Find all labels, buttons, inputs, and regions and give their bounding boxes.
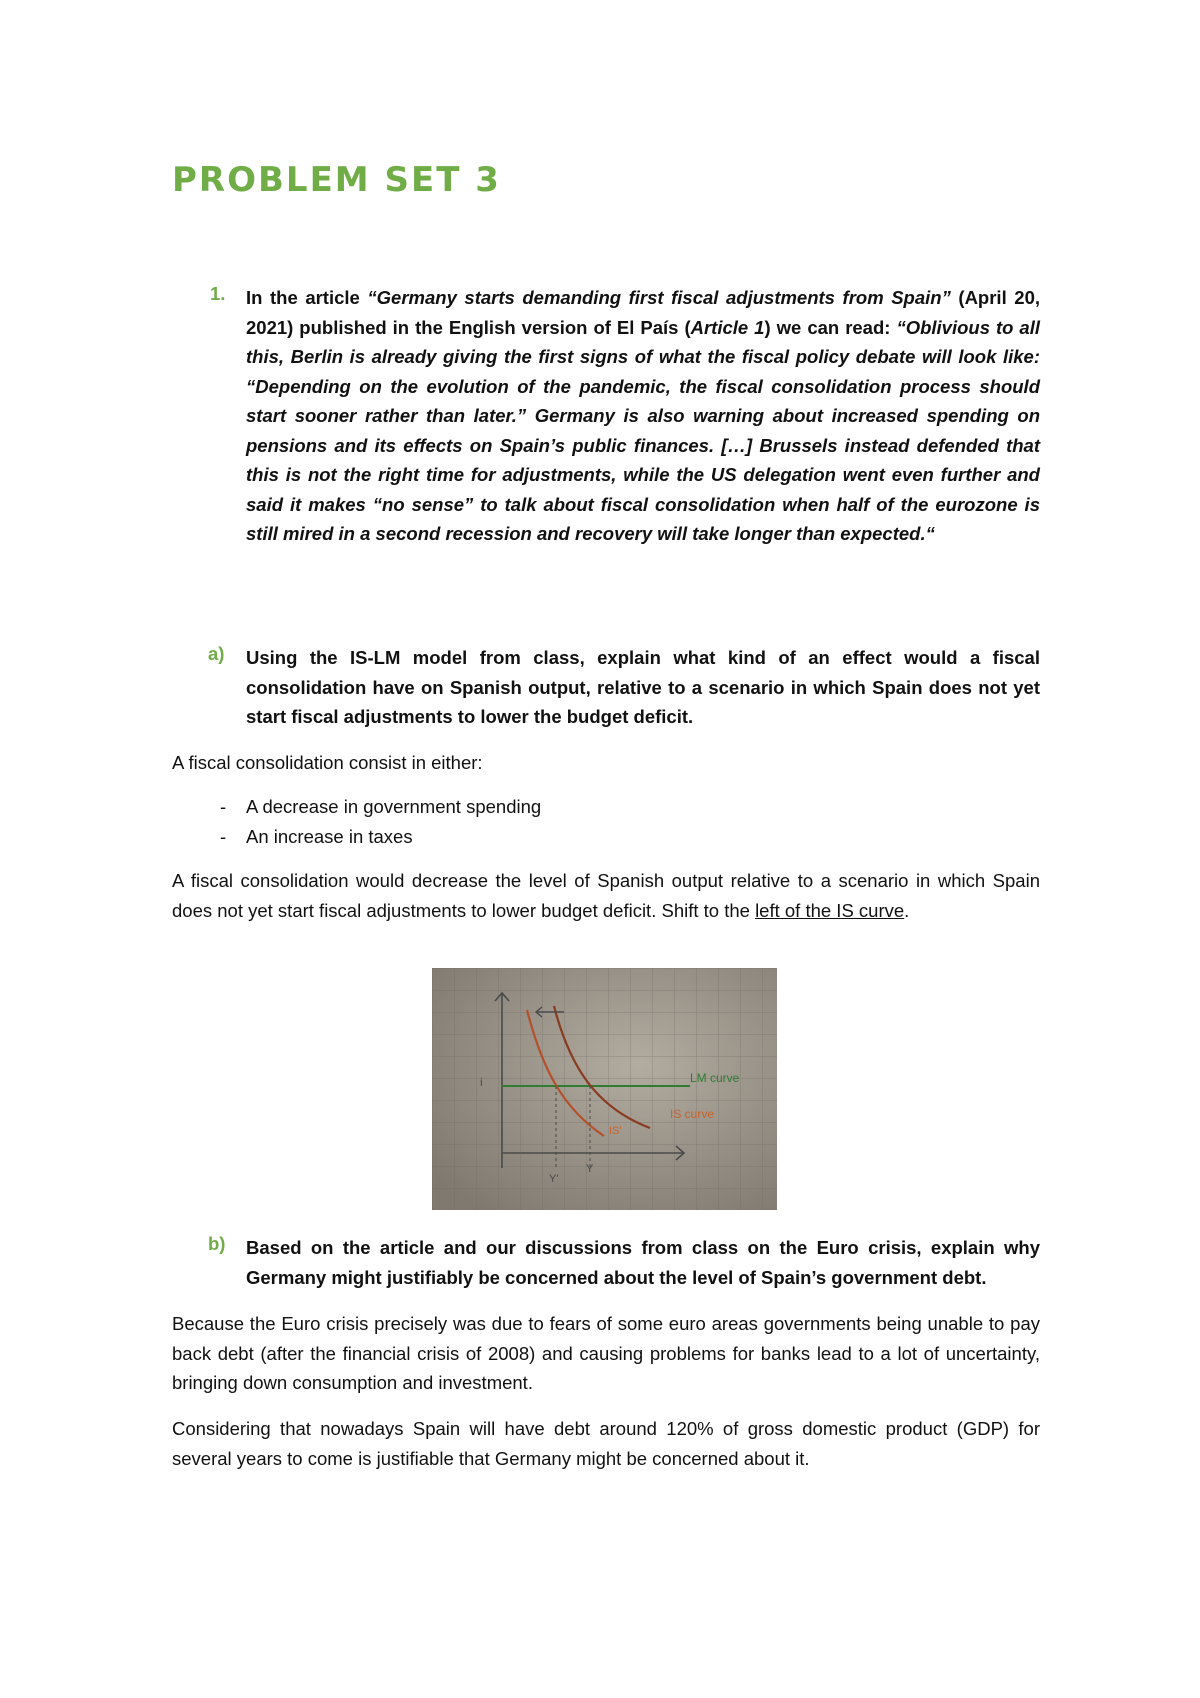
part-b-label: b) bbox=[208, 1233, 226, 1254]
part-a-question bbox=[208, 643, 1040, 732]
y-prime-label: Y' bbox=[549, 1173, 559, 1185]
part-b-answer-2: Considering that nowadays Spain will have debt around 120% of gross domestic product (GDP) for several years to come is justifiable that Germany might be concerned about it. bbox=[172, 1418, 1040, 1469]
graph-paper-grid bbox=[432, 968, 777, 1210]
is-lm-diagram-photo bbox=[432, 968, 777, 1210]
article-quote: “Oblivious to all this, Berlin is already giving the first signs of what the fiscal policy debate will look like: “Depending on the evolution of the pandemic, the fiscal consolidation process should start sooner rather than later.” Germany is also warning about increased spending on pensions and its effects on Spain’s public finances. […] Brussels instead defended that this is not the right time for adjustments, while the US delegation went even further and said it makes “no sense” to talk about fiscal consolidation when half of the eurozone is still mired in a second recession and recovery will take longer than expected.“ bbox=[246, 316, 1040, 544]
page-title: PROBLEM SET 3 bbox=[172, 160, 501, 200]
article-ref: Article 1 bbox=[690, 316, 765, 338]
question-1 bbox=[210, 283, 1040, 549]
is-lm-diagram bbox=[432, 968, 777, 1210]
part-b-answer-1: Because the Euro crisis precisely was due to fears of some euro areas governments being unable to pay back debt (after the financial crisis of 2008) and causing problems for banks lead to a lot of uncertainty, bringing down consumption and investment. bbox=[172, 1313, 1040, 1393]
part-a-answer: A fiscal consolidation would decrease the level of Spanish output relative to a scenario in which Spain does not yet start fiscal adjustments to lower budget deficit. Shift to the left of the IS curve. bbox=[172, 870, 1040, 921]
question-number: 1. bbox=[210, 283, 226, 304]
article-title: “Germany starts demanding first fiscal adjustments from Spain” bbox=[367, 287, 951, 308]
part-b-question bbox=[208, 1233, 1040, 1292]
is-curve-label: IS curve bbox=[670, 1107, 715, 1121]
is-prime-label: IS' bbox=[609, 1125, 622, 1137]
question-1-text: In the article “Germany starts demanding first fiscal adjustments from Spain” (April 20, 2021) published in the English version of El País (Article 1) we can read: “Oblivious to all this, Berlin is already giving the first signs of what the fiscal policy debate will look like: “Depending on the evolution of the pandemic, the fiscal consolidation process should start sooner rather than later.” Germany is also warning about increased spending on pensions and its effects on Spain’s public finances. […] Brussels instead defended that this is not the right time for adjustments, while the US delegation went even further and said it makes “no sense” to talk about fiscal consolidation when half of the eurozone is still mired in a second recession and recovery will take longer than expected.“ bbox=[246, 287, 1040, 544]
part-b-question-text: Based on the article and our discussions from class on the Euro crisis, explain why Germany might justifiably be concerned about the level of Spain’s government debt. bbox=[246, 1237, 1040, 1288]
list-item: - An increase in taxes bbox=[220, 825, 413, 847]
part-a-label: a) bbox=[208, 643, 225, 664]
list-item: - A decrease in government spending bbox=[220, 796, 542, 817]
y-label: Y bbox=[586, 1163, 594, 1175]
is-curve-emphasis: left of the IS curve bbox=[755, 899, 905, 921]
interest-rate-label: i bbox=[480, 1075, 483, 1089]
part-a-question-text: Using the IS-LM model from class, explain what kind of an effect would a fiscal consolidation have on Spanish output, relative to a scenario in which Spain does not yet start fiscal adjustments to lower the budget deficit. bbox=[246, 647, 1040, 727]
consolidation-list bbox=[172, 792, 872, 851]
part-a-answer-intro: A fiscal consolidation consist in either: bbox=[172, 752, 483, 773]
lm-curve-label: LM curve bbox=[690, 1071, 740, 1085]
